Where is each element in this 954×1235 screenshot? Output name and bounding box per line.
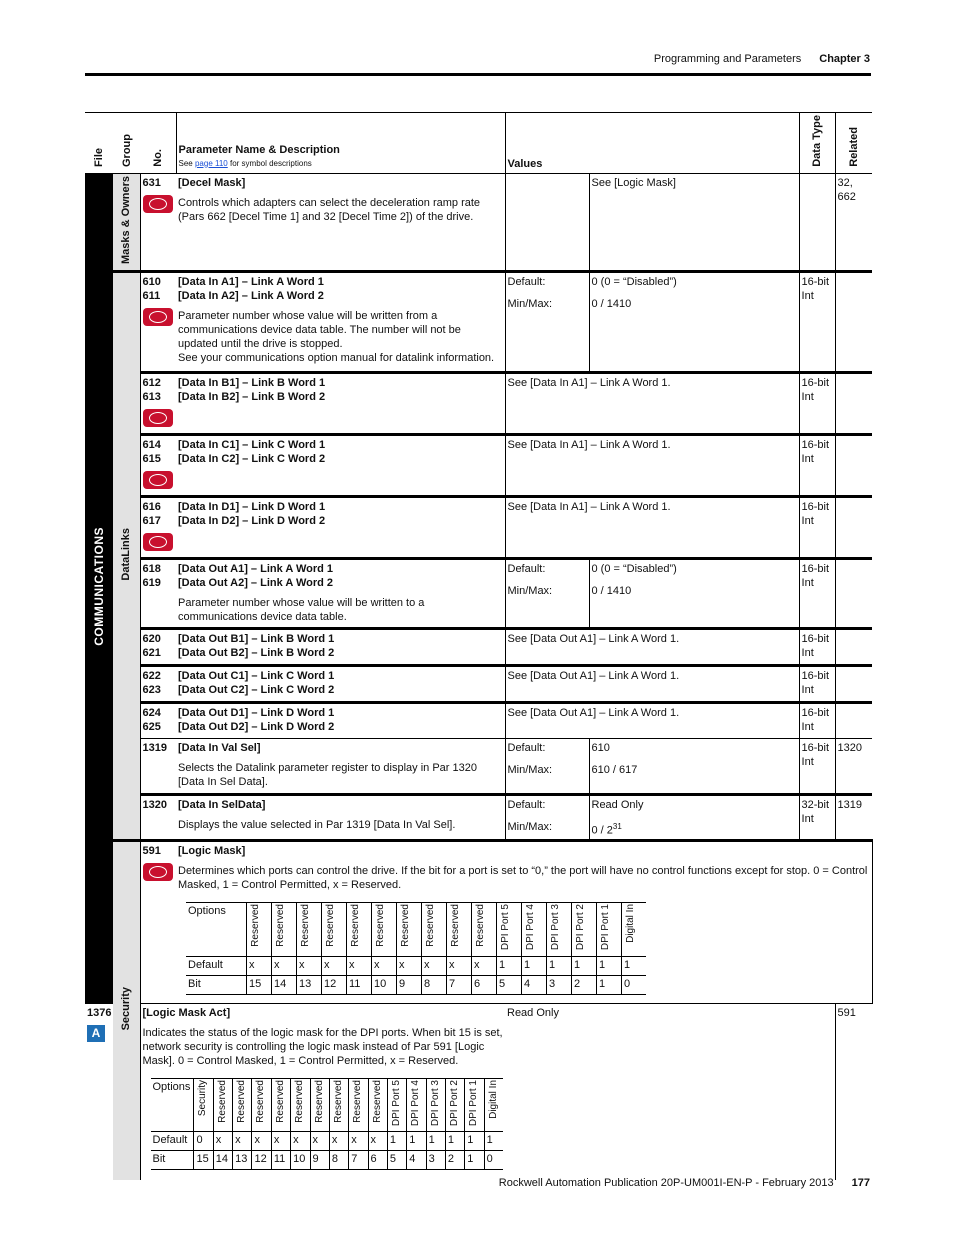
minmax-label: Min/Max: (507, 763, 553, 776)
param-name: [Data Out C2] – Link C Word 2 (178, 683, 335, 696)
options-row-label: Options (151, 1078, 194, 1131)
default-row-cell: x (347, 956, 372, 975)
minmax-value: 0 / 1410 (591, 584, 632, 597)
bit-row-cell: 1 (465, 1150, 484, 1169)
default-row-cell: x (447, 956, 472, 975)
page-number: 177 (851, 1177, 870, 1189)
options-row-cell: Digital In (484, 1078, 503, 1131)
default-row-cell: 1 (426, 1131, 445, 1150)
default-row-cell: 1 (387, 1131, 406, 1150)
param-row-1319 (85, 738, 872, 794)
red-oval-icon (143, 471, 173, 489)
options-row-cell: Reserved (291, 1078, 310, 1131)
default-row-cell: x (372, 956, 397, 975)
param-no: 624 (142, 706, 161, 719)
default-value: 0 (0 = “Disabled”) (591, 562, 677, 575)
param-name: [Data Out C1] – Link C Word 1 (178, 669, 335, 682)
default-label: Default: (507, 798, 546, 811)
red-oval-icon (143, 533, 173, 551)
bit-row-cell: 2 (572, 975, 597, 994)
bit-row-cell: 0 (622, 975, 647, 994)
default-label: Default: (507, 741, 546, 754)
param-desc: Parameter number whose value will be written to a communications device data table. (178, 596, 425, 623)
param-values: See [Data In A1] – Link A Word 1. (505, 496, 799, 558)
minmax-label: Min/Max: (507, 584, 553, 597)
param-related: 1320 (835, 738, 872, 794)
data-type: 16-bit Int (799, 738, 835, 794)
param-no: 1319 (142, 741, 167, 754)
default-row-cell: x (213, 1131, 232, 1150)
col-name-sub: See page 110 for symbol descriptions (178, 158, 312, 168)
bit-row-cell: 3 (426, 1150, 445, 1169)
bit-row-cell: 12 (322, 975, 347, 994)
param-desc: Controls which adapters can select the deceleration ramp rate (Pars 662 [Decel Time 1] and 32 [Decel Time 2]) of the drive. (178, 196, 481, 223)
options-row (151, 1078, 504, 1131)
param-row-631 (85, 173, 872, 271)
bit-row-cell: 5 (387, 1150, 406, 1169)
page-header (654, 53, 870, 65)
param-row-624 (85, 702, 872, 738)
options-row-cell: Reserved (422, 903, 447, 956)
col-file: File (93, 147, 105, 167)
minmax-value: 610 / 617 (591, 763, 638, 776)
default-row-cell: x (472, 956, 497, 975)
param-name: [Logic Mask] (178, 845, 246, 858)
default-row-cell: 1 (445, 1131, 464, 1150)
bit-row-cell: 10 (291, 1150, 310, 1169)
column-header-row (85, 113, 872, 174)
default-row-cell: 1 (497, 956, 522, 975)
col-values: Values (507, 157, 543, 170)
param-name: [Data In A2] – Link A Word 2 (178, 289, 324, 302)
bit-row-cell: 2 (445, 1150, 464, 1169)
options-row-cell: Reserved (368, 1078, 387, 1131)
bit-row-cell: 14 (213, 1150, 232, 1169)
bit-row-cell: 5 (497, 975, 522, 994)
param-no: 612 (142, 376, 161, 389)
red-oval-icon (143, 863, 173, 881)
default-row-label: Default (186, 956, 247, 975)
data-type: 16-bit Int (799, 628, 835, 665)
default-row-cell: x (329, 1131, 348, 1150)
options-row-cell: Reserved (447, 903, 472, 956)
param-no: 614 (142, 438, 161, 451)
chapter-label: Chapter 3 (819, 53, 870, 65)
default-row-cell: 1 (465, 1131, 484, 1150)
param-row-591 (85, 841, 872, 1003)
default-row (186, 956, 646, 975)
section-title: Programming and Parameters (653, 53, 802, 65)
options-row-cell: Reserved (272, 903, 297, 956)
param-no: 591 (142, 845, 161, 858)
param-row-620 (85, 628, 872, 665)
data-type: 16-bit Int (799, 271, 835, 372)
param-row-1376 (85, 1003, 872, 1180)
options-row (186, 903, 646, 956)
param-no: 617 (142, 514, 161, 527)
param-row-610 (85, 271, 872, 372)
options-row-cell: Reserved (310, 1078, 329, 1131)
bit-row-cell: 8 (329, 1150, 348, 1169)
default-row-cell: x (271, 1131, 290, 1150)
param-row-612 (85, 372, 872, 434)
options-row-cell: Reserved (349, 1078, 368, 1131)
data-type: 16-bit Int (799, 702, 835, 738)
param-related: 1319 (835, 794, 872, 841)
data-type: 16-bit Int (799, 434, 835, 496)
param-values: See [Data Out A1] – Link A Word 1. (505, 665, 799, 702)
bit-row (186, 975, 646, 994)
param-row-1320 (85, 794, 872, 841)
param-name: [Data Out D1] – Link D Word 1 (178, 706, 335, 719)
options-row-cell: DPI Port 4 (407, 1078, 426, 1131)
minmax-label: Min/Max: (507, 820, 553, 833)
param-desc: Determines which ports can control the drive. If the bit for a port is set to “0,” the port will have no control functions except for stop. 0 = Control Masked, 1 = Control Permitted, x = Reserved. (178, 865, 868, 892)
default-row-cell: 1 (622, 956, 647, 975)
param-no: 623 (142, 683, 161, 696)
minmax-value: $0 / 2^{31}$ (591, 821, 622, 837)
param-values: See [Data In A1] – Link A Word 1. (505, 372, 799, 434)
options-row-cell: DPI Port 4 (522, 903, 547, 956)
default-row-cell: x (397, 956, 422, 975)
param-no: 611 (142, 289, 161, 302)
param-no: 620 (142, 632, 161, 645)
options-row-cell: DPI Port 5 (387, 1078, 406, 1131)
options-row-cell: Reserved (329, 1078, 348, 1131)
options-row-cell: Reserved (297, 903, 322, 956)
default-row-cell: 1 (407, 1131, 426, 1150)
param-no: 616 (142, 500, 161, 513)
options-row-cell: DPI Port 2 (572, 903, 597, 956)
default-row-cell: x (368, 1131, 387, 1150)
param-desc: Indicates the status of the logic mask for the DPI ports. When bit 15 is set, network security is controlling the logic mask instead of Par 591 [Logic Mask]. 0 = Control Masked, 1 = Control Permitted, x = Reserved. (142, 1026, 503, 1067)
default-row-cell: 0 (194, 1131, 213, 1150)
default-row-cell: 1 (597, 956, 622, 975)
param-related: 32, 662 (835, 173, 872, 271)
bit-row-cell: 4 (407, 1150, 426, 1169)
options-row-cell: DPI Port 1 (597, 903, 622, 956)
default-value: 0 (0 = “Disabled”) (591, 275, 677, 288)
bit-table-1376 (151, 1078, 504, 1170)
param-name: [Data In C2] – Link C Word 2 (178, 452, 326, 465)
options-row-cell: Reserved (213, 1078, 232, 1131)
param-no: 631 (142, 176, 161, 189)
default-label: Default: (507, 275, 546, 288)
default-row-cell: 1 (484, 1131, 503, 1150)
default-row-cell: x (422, 956, 447, 975)
default-row-cell: x (297, 956, 322, 975)
options-row-cell: Reserved (247, 903, 272, 956)
default-row-cell: x (247, 956, 272, 975)
param-name: [Data In SelData] (178, 798, 266, 811)
col-related: Related (847, 127, 860, 167)
default-row-cell: 1 (572, 956, 597, 975)
bit-row-cell: 3 (547, 975, 572, 994)
param-desc: Parameter number whose value will be written from a communications device data table. The number will not be updated until the drive is stopped. (178, 309, 461, 350)
options-row-cell: Reserved (472, 903, 497, 956)
access-level-a-icon: A (87, 1025, 105, 1042)
minmax-label: Min/Max: (507, 297, 553, 310)
param-desc: Displays the value selected in Par 1319 [Data In Val Sel]. (178, 818, 456, 831)
param-name: [Decel Mask] (178, 176, 246, 189)
red-oval-icon (143, 195, 173, 213)
param-row-618 (85, 558, 872, 628)
data-type: 32-bit Int (799, 794, 835, 841)
bit-row-cell: 6 (368, 1150, 387, 1169)
param-row-622 (85, 665, 872, 702)
options-row-cell: Reserved (397, 903, 422, 956)
options-row-cell: Reserved (233, 1078, 252, 1131)
param-desc: Selects the Datalink parameter register to display in Par 1320 [Data In Sel Data]. (178, 761, 477, 788)
param-row-614 (85, 434, 872, 496)
options-row-cell: Reserved (252, 1078, 271, 1131)
param-no: 615 (142, 452, 161, 465)
options-row-cell: Security (194, 1078, 213, 1131)
bit-row-cell: 11 (347, 975, 372, 994)
default-label: Default: (507, 562, 546, 575)
default-value: Read Only (591, 798, 644, 811)
bit-row-cell: 14 (272, 975, 297, 994)
bit-row-cell: 7 (349, 1150, 368, 1169)
options-row-cell: Reserved (322, 903, 347, 956)
param-name: [Data Out B1] – Link B Word 1 (178, 632, 335, 645)
options-row-cell: DPI Port 3 (547, 903, 572, 956)
bit-row-label: Bit (186, 975, 247, 994)
param-no: 613 (142, 390, 161, 403)
options-row-cell: DPI Port 5 (497, 903, 522, 956)
bit-row-label: Bit (151, 1150, 194, 1169)
bit-row-cell: 13 (297, 975, 322, 994)
default-row-cell: x (291, 1131, 310, 1150)
param-no: 610 (142, 275, 161, 288)
param-no: 618 (142, 562, 161, 575)
bit-table-591 (186, 902, 646, 994)
default-row-label: Default (151, 1131, 194, 1150)
bit-row (151, 1150, 504, 1169)
param-name: [Data Out A1] – Link A Word 1 (178, 562, 334, 575)
minmax-value: 0 / 1410 (591, 297, 632, 310)
options-row-cell: Reserved (347, 903, 372, 956)
default-row-cell: x (233, 1131, 252, 1150)
options-row-label: Options (186, 903, 247, 956)
bit-row-cell: 8 (422, 975, 447, 994)
default-value: 610 (591, 741, 610, 754)
default-row (151, 1131, 504, 1150)
param-no: 1376 (87, 1006, 112, 1019)
default-row-cell: x (272, 956, 297, 975)
options-row-cell: Reserved (271, 1078, 290, 1131)
default-row-cell: x (252, 1131, 271, 1150)
param-row-616 (85, 496, 872, 558)
data-type: 16-bit Int (799, 665, 835, 702)
bit-row-cell: 15 (247, 975, 272, 994)
bit-row-cell: 10 (372, 975, 397, 994)
param-name: [Data In B1] – Link B Word 1 (178, 376, 326, 389)
data-type: 16-bit Int (799, 558, 835, 628)
bit-row-cell: 7 (447, 975, 472, 994)
default-row-cell: x (310, 1131, 329, 1150)
data-type: 16-bit Int (799, 372, 835, 434)
options-row-cell: Reserved (372, 903, 397, 956)
col-group: Group (120, 133, 133, 167)
file-communications: COMMUNICATIONS (85, 173, 113, 1003)
options-row-cell: DPI Port 1 (465, 1078, 484, 1131)
param-no: 1320 (142, 798, 167, 811)
bit-row-cell: 0 (484, 1150, 503, 1169)
param-values: See [Data Out A1] – Link A Word 1. (505, 628, 799, 665)
group-masks-owners: Masks & Owners (113, 173, 140, 271)
options-row-cell: Digital In (622, 903, 647, 956)
bit-row-cell: 15 (194, 1150, 213, 1169)
param-name: [Data In Val Sel] (178, 741, 261, 754)
param-no: 622 (142, 669, 161, 682)
header-rule (85, 73, 871, 76)
group-datalinks: DataLinks (113, 271, 140, 841)
page-link[interactable]: page 110 (194, 158, 228, 168)
param-name: [Data In B2] – Link B Word 2 (178, 390, 326, 403)
param-name: [Data In D1] – Link D Word 1 (178, 500, 326, 513)
bit-row-cell: 1 (597, 975, 622, 994)
bit-row-cell: 9 (310, 1150, 329, 1169)
options-row-cell: DPI Port 3 (426, 1078, 445, 1131)
publication: Rockwell Automation Publication 20P-UM001I-EN-P - February 2013 (498, 1177, 834, 1189)
param-no: 625 (142, 720, 161, 733)
param-values: See [Data Out A1] – Link A Word 1. (505, 702, 799, 738)
col-data-type: Data Type (811, 115, 824, 167)
param-values: Read Only (505, 1003, 835, 1180)
col-name: Parameter Name & Description (178, 143, 340, 156)
options-row-cell: DPI Port 2 (445, 1078, 464, 1131)
page-footer (499, 1177, 870, 1189)
param-values: See [Data In A1] – Link A Word 1. (505, 434, 799, 496)
bit-row-cell: 4 (522, 975, 547, 994)
bit-row-cell: 9 (397, 975, 422, 994)
red-oval-icon (143, 409, 173, 427)
bit-row-cell: 13 (233, 1150, 252, 1169)
param-name: [Data Out B2] – Link B Word 2 (178, 646, 335, 659)
default-row-cell: 1 (522, 956, 547, 975)
param-related: 591 (835, 1003, 872, 1180)
param-no: 619 (142, 576, 161, 589)
param-name: [Data In C1] – Link C Word 1 (178, 438, 326, 451)
group-security: Security (113, 841, 140, 1180)
param-name: [Logic Mask Act] (142, 1006, 231, 1019)
param-no: 621 (142, 646, 161, 659)
red-oval-icon (143, 308, 173, 326)
param-name: [Data In A1] – Link A Word 1 (178, 275, 324, 288)
param-name: [Data Out A2] – Link A Word 2 (178, 576, 334, 589)
param-name: [Data In D2] – Link D Word 2 (178, 514, 326, 527)
param-values: See [Logic Mask] (589, 173, 799, 271)
col-no: No. (151, 149, 164, 167)
parameter-table (85, 112, 872, 1180)
default-row-cell: x (349, 1131, 368, 1150)
bit-row-cell: 12 (252, 1150, 271, 1169)
default-row-cell: x (322, 956, 347, 975)
bit-row-cell: 6 (472, 975, 497, 994)
data-type: 16-bit Int (799, 496, 835, 558)
default-row-cell: 1 (547, 956, 572, 975)
param-desc: See your communications option manual for datalink information. (178, 351, 495, 364)
bit-row-cell: 11 (271, 1150, 290, 1169)
param-name: [Data Out D2] – Link D Word 2 (178, 720, 335, 733)
